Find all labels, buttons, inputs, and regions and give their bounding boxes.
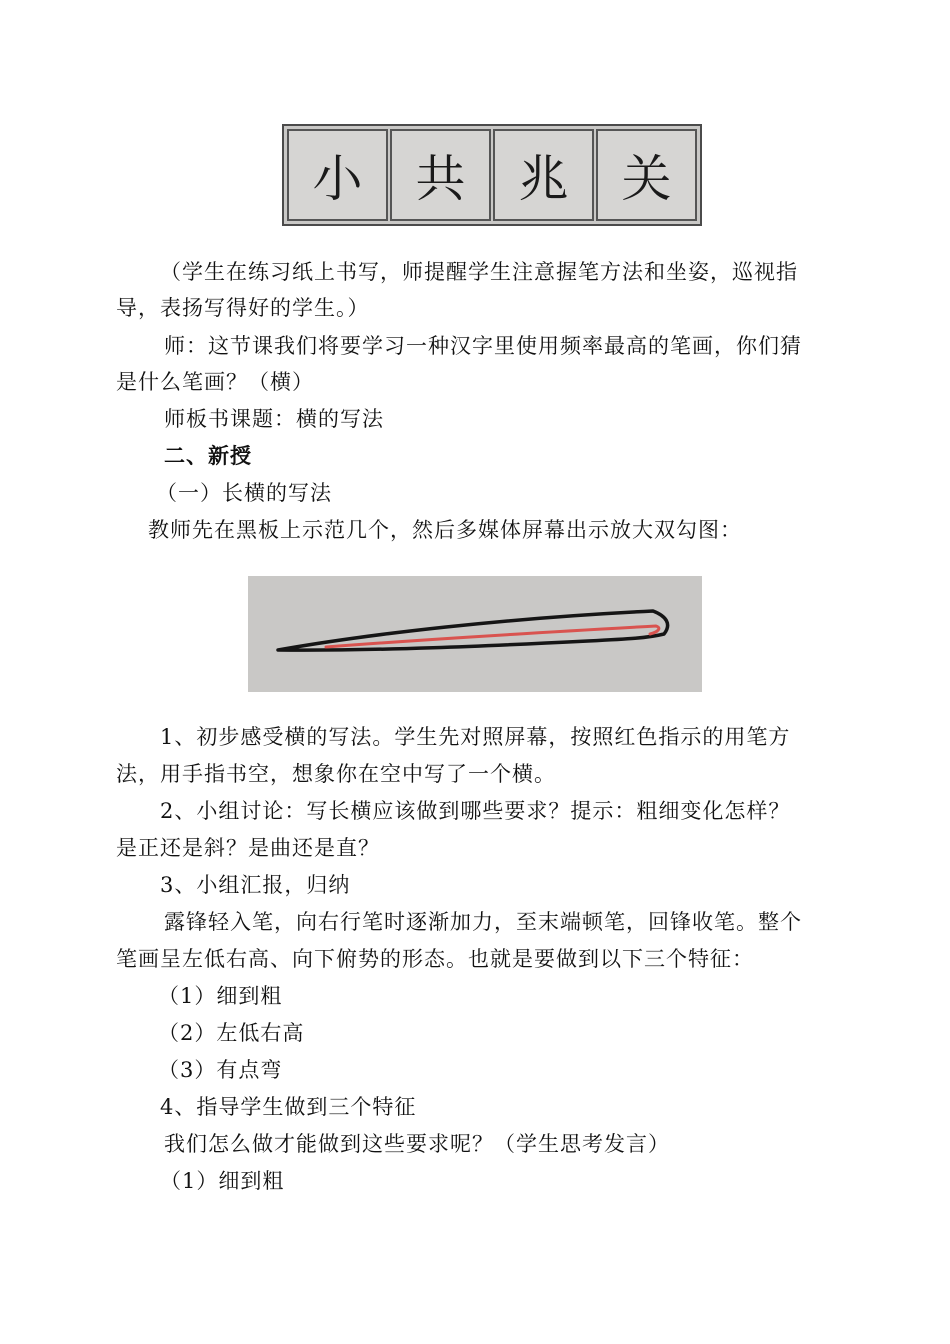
paragraph-line: 3、小组汇报，归纳 [160, 873, 351, 897]
grid-cell-char: 共 [390, 129, 491, 221]
paragraph-line: 2、小组讨论：写长横应该做到哪些要求？提示：粗细变化怎样？ [160, 799, 791, 823]
paragraph-line: 1、初步感受横的写法。学生先对照屏幕，按照红色指示的用笔方 [160, 725, 791, 749]
grid-cell-char: 关 [596, 129, 697, 221]
feature-list-item: （1）细到粗 [158, 984, 283, 1008]
paragraph-line: 露锋轻入笔，向右行笔时逐渐加力，至末端顿笔，回锋收笔。整个 [164, 910, 802, 934]
paragraph-line: 笔画呈左低右高、向下俯势的形态。也就是要做到以下三个特征： [116, 947, 754, 971]
paragraph-line: 师板书课题：横的写法 [164, 407, 384, 431]
feature-list-item: （1）细到粗 [160, 1169, 285, 1193]
section-heading: 二、新授 [164, 444, 252, 468]
grid-cell-char: 兆 [493, 129, 594, 221]
paragraph-line: 我们怎么做才能做到这些要求呢？（学生思考发言） [164, 1132, 670, 1156]
feature-list-item: （2）左低右高 [158, 1021, 305, 1045]
paragraph-line: 法，用手指书空，想象你在空中写了一个横。 [116, 762, 556, 786]
grid-cell-char: 小 [287, 129, 388, 221]
paragraph-line: 是正还是斜？是曲还是直？ [116, 836, 380, 860]
paragraph-line: 是什么笔画？（横） [116, 370, 314, 394]
paragraph-line: 师：这节课我们将要学习一种汉字里使用频率最高的笔画，你们猜 [164, 334, 802, 358]
paragraph-line: 教师先在黑板上示范几个，然后多媒体屏幕出示放大双勾图： [148, 518, 742, 542]
paragraph-line: 4、指导学生做到三个特征 [160, 1095, 417, 1119]
subsection-heading: （一）长横的写法 [156, 481, 332, 505]
feature-list-item: （3）有点弯 [158, 1058, 283, 1082]
paragraph-line: （学生在练习纸上书写，师提醒学生注意握笔方法和坐姿，巡视指 [160, 260, 798, 284]
horizontal-stroke-outline-image [248, 576, 702, 692]
paragraph-line: 导，表扬写得好的学生。） [116, 296, 370, 320]
character-practice-grid-image [282, 124, 702, 226]
